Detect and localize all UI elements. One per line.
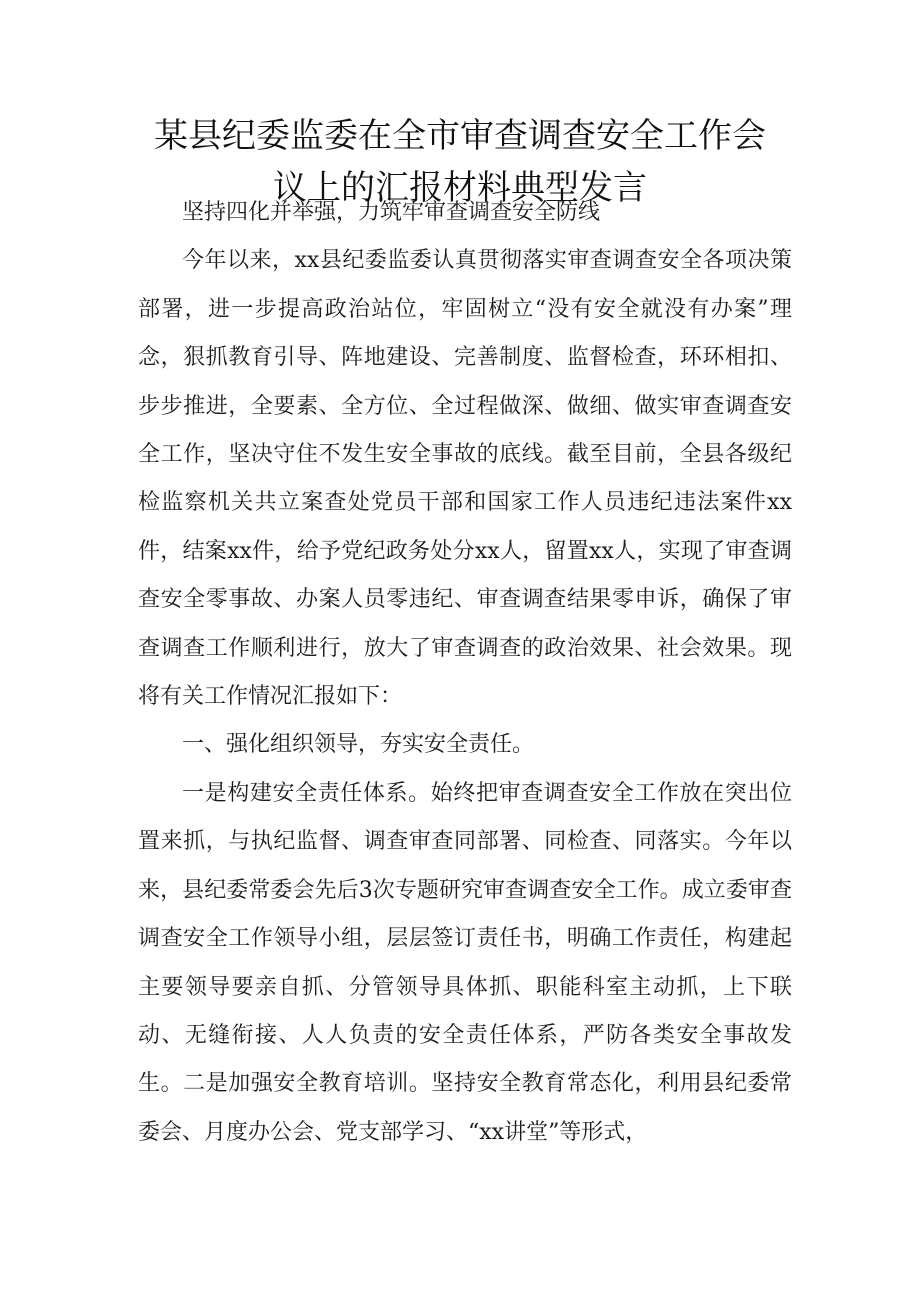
- subtitle-paragraph: 坚持四化并举强，力筑牢审查调查安全防线: [182, 200, 601, 225]
- section-heading: 一、强化组织领导，夯实安全责任。: [182, 732, 535, 758]
- document-body: [138, 189, 792, 1157]
- body-paragraph: 一是构建安全责任体系。始终把审查调查安全工作放在突出位置来抓，与执纪监督、调查审查同部署、同检查、同落实。今年以来，县纪委常委会先后3次专题研究审查调查安全工作。成立委审查调查安全工作领导小组，层层签订责任书，明确工作责任，构建起主要领导要亲自抓、分管领导具体抓、职能科室主动抓，上下联动、无缝衔接、人人负责的安全责任体系，严防各类安全事故发生。二是加强安全教育培训。坚持安全教育常态化，利用县纪委常委会、月度办公会、党支部学习、“xx讲堂”等形式，: [138, 780, 792, 1145]
- document-title-line-1: 某县纪委监委在全市审查调查安全工作会: [154, 116, 766, 156]
- intro-paragraph: 今年以来，xx县纪委监委认真贯彻落实审查调查安全各项决策部署，进一步提高政治站位，牢固树立“没有安全就没有办案”理念，狠抓教育引导、阵地建设、完善制度、监督检查，环环相扣、步步推进，全要素、全方位、全过程做深、做细、做实审查调查安全工作，坚决守住不发生安全事故的底线。截至目前，全县各级纪检监察机关共立案查处党员干部和国家工作人员违纪违法案件xx件，结案xx件，给予党纪政务处分xx人，留置xx人，实现了审查调查安全零事故、办案人员零违纪、审查调查结果零申诉，确保了审查调查工作顺利进行，放大了审查调查的政治效果、社会效果。现将有关工作情况汇报如下：: [138, 248, 792, 710]
- document-title-line-2: 议上的汇报材料典型发言: [273, 168, 647, 208]
